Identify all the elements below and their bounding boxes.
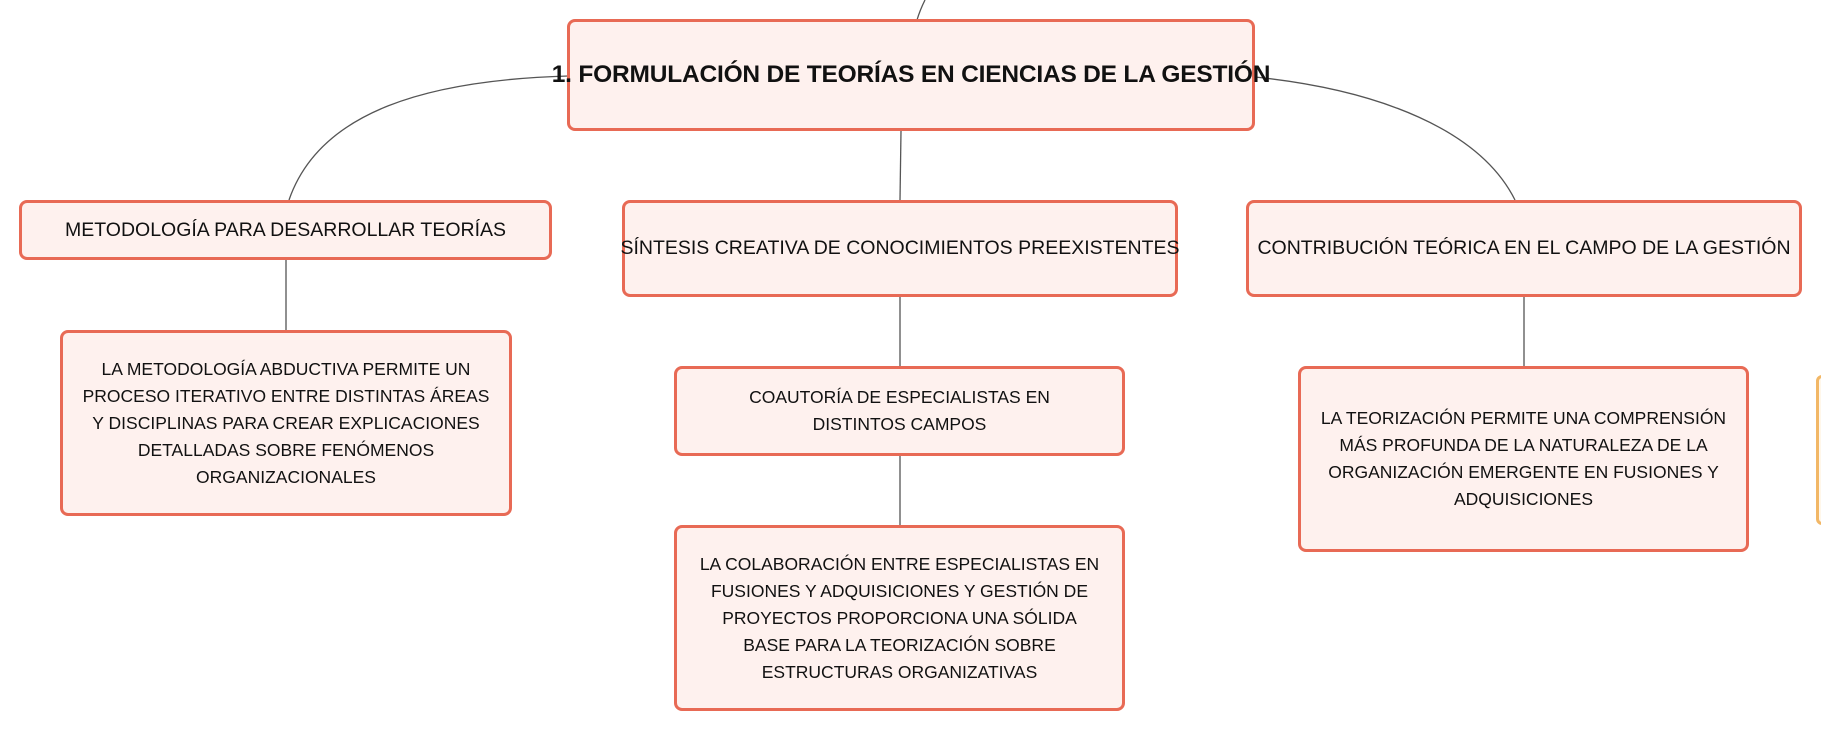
leaf-node-theorization[interactable] [1298, 366, 1749, 552]
leaf-node-coauthorship[interactable] [674, 366, 1125, 456]
connector-root-to-contribution [1255, 77, 1515, 200]
leaf-node-label: LA METODOLOGÍA ABDUCTIVA PERMITE UN PROCESO ITERATIVO ENTRE DISTINTAS ÁREAS Y DISCIPLINAS PARA CREAR EXPLICACIONES DETALLADAS SOBRE FENÓMENOS ORGANIZACIONALES [82, 358, 490, 487]
connector-root-to-synthesis [900, 131, 901, 200]
root-node-label: 1. FORMULACIÓN DE TEORÍAS EN CIENCIAS DE LA GESTIÓN [551, 61, 1271, 88]
leaf-node-collaboration[interactable] [674, 525, 1125, 711]
branch-node-label: SÍNTESIS CREATIVA DE CONOCIMIENTOS PREEXISTENTES [620, 237, 1180, 259]
leaf-node-abductive-methodology[interactable] [60, 330, 512, 516]
connector-root-to-methodology [289, 76, 568, 200]
branch-node-synthesis[interactable] [622, 200, 1178, 297]
branch-node-methodology[interactable] [19, 200, 552, 260]
branch-node-contribution[interactable] [1246, 200, 1802, 297]
leaf-node-label: COAUTORÍA DE ESPECIALISTAS EN DISTINTOS CAMPOS [749, 387, 1050, 434]
leaf-node-label: LA TEORIZACIÓN PERMITE UNA COMPRENSIÓN MÁS PROFUNDA DE LA NATURALEZA DE LA ORGANIZACIÓN EMERGENTE EN FUSIONES Y ADQUISICIONES [1320, 408, 1727, 509]
offscreen-node-edge[interactable] [1816, 375, 1821, 525]
leaf-node-label: LA COLABORACIÓN ENTRE ESPECIALISTAS EN FUSIONES Y ADQUISICIONES Y GESTIÓN DE PROYECTOS PROPORCIONA UNA SÓLIDA BASE PARA LA TEORIZACIÓN SOBRE ESTRUCTURAS ORGANIZATIVAS [699, 553, 1100, 682]
connector-parent-to-root [917, 0, 925, 20]
branch-node-label: METODOLOGÍA PARA DESARROLLAR TEORÍAS [64, 218, 507, 241]
branch-node-label: CONTRIBUCIÓN TEÓRICA EN EL CAMPO DE LA GESTIÓN [1257, 237, 1791, 259]
root-node[interactable] [551, 19, 1271, 131]
